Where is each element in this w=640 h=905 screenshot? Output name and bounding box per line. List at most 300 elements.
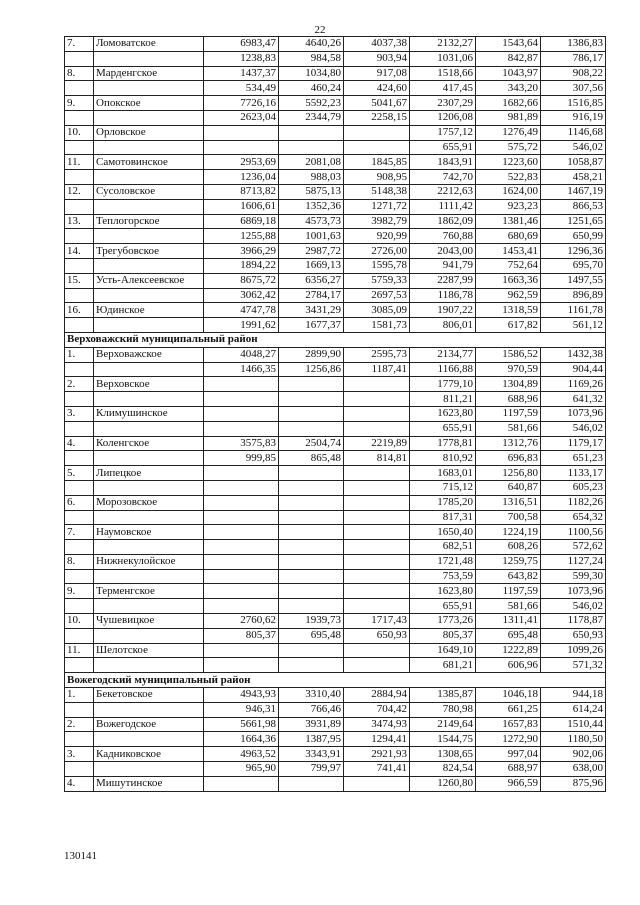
value-cell: 1623,80 <box>410 584 476 599</box>
settlement-row <box>65 495 606 510</box>
value-cell: 1312,76 <box>476 436 541 451</box>
value-cell <box>204 392 279 407</box>
value-cell: 700,58 <box>476 510 541 525</box>
row-number: 13. <box>65 214 94 229</box>
value-cell: 572,62 <box>541 540 606 555</box>
value-cell: 1664,36 <box>204 732 279 747</box>
value-cell: 1100,56 <box>541 525 606 540</box>
value-cell: 655,91 <box>410 421 476 436</box>
row-number <box>65 199 94 214</box>
value-cell: 654,32 <box>541 510 606 525</box>
row-number <box>65 480 94 495</box>
value-cell <box>344 140 410 155</box>
value-cell: 8713,82 <box>204 184 279 199</box>
settlement-subrow <box>65 540 606 555</box>
value-cell <box>279 495 344 510</box>
page-number: 22 <box>314 24 326 36</box>
settlement-subrow <box>65 658 606 673</box>
value-cell: 1133,17 <box>541 466 606 481</box>
row-number <box>65 288 94 303</box>
value-cell: 3310,40 <box>279 688 344 703</box>
value-cell: 1682,66 <box>476 96 541 111</box>
value-cell: 1296,36 <box>541 244 606 259</box>
value-cell <box>279 510 344 525</box>
value-cell: 2726,00 <box>344 244 410 259</box>
value-cell: 1518,66 <box>410 66 476 81</box>
value-cell: 760,88 <box>410 229 476 244</box>
value-cell: 2921,93 <box>344 747 410 762</box>
value-cell <box>344 584 410 599</box>
row-number: 11. <box>65 643 94 658</box>
section-row <box>65 332 606 347</box>
settlement-name: Коленгское <box>94 436 204 451</box>
value-cell <box>204 406 279 421</box>
value-cell: 599,30 <box>541 569 606 584</box>
value-cell <box>344 643 410 658</box>
value-cell: 965,90 <box>204 762 279 777</box>
tariff-table <box>64 36 606 792</box>
settlement-name <box>94 762 204 777</box>
settlement-name <box>94 480 204 495</box>
value-cell <box>279 140 344 155</box>
settlement-name: Вожегодское <box>94 717 204 732</box>
value-cell: 4747,78 <box>204 303 279 318</box>
value-cell: 4048,27 <box>204 347 279 362</box>
value-cell <box>344 776 410 791</box>
settlement-name <box>94 199 204 214</box>
settlement-subrow <box>65 392 606 407</box>
value-cell: 614,24 <box>541 702 606 717</box>
settlement-row <box>65 776 606 791</box>
value-cell <box>204 480 279 495</box>
row-number <box>65 451 94 466</box>
value-cell: 704,42 <box>344 702 410 717</box>
value-cell: 1259,75 <box>476 554 541 569</box>
value-cell: 3931,89 <box>279 717 344 732</box>
row-number: 10. <box>65 614 94 629</box>
value-cell: 651,23 <box>541 451 606 466</box>
value-cell <box>279 599 344 614</box>
value-cell: 1677,37 <box>279 318 344 333</box>
row-number: 3. <box>65 406 94 421</box>
value-cell: 988,03 <box>279 170 344 185</box>
value-cell: 695,70 <box>541 258 606 273</box>
value-cell: 742,70 <box>410 170 476 185</box>
row-number: 11. <box>65 155 94 170</box>
value-cell: 2595,73 <box>344 347 410 362</box>
settlement-row <box>65 717 606 732</box>
value-cell <box>279 406 344 421</box>
settlement-row <box>65 436 606 451</box>
row-number <box>65 702 94 717</box>
value-cell: 650,93 <box>344 628 410 643</box>
settlement-subrow <box>65 170 606 185</box>
settlement-name <box>94 732 204 747</box>
value-cell: 1161,78 <box>541 303 606 318</box>
value-cell: 5148,38 <box>344 184 410 199</box>
footer-code: 130141 <box>64 850 97 862</box>
value-cell <box>279 480 344 495</box>
value-cell: 1650,40 <box>410 525 476 540</box>
value-cell: 1043,97 <box>476 66 541 81</box>
value-cell: 417,45 <box>410 81 476 96</box>
settlement-name <box>94 421 204 436</box>
value-cell: 1178,87 <box>541 614 606 629</box>
value-cell: 424,60 <box>344 81 410 96</box>
value-cell: 817,31 <box>410 510 476 525</box>
table-body <box>65 37 606 792</box>
value-cell: 1623,80 <box>410 406 476 421</box>
settlement-subrow <box>65 628 606 643</box>
settlement-name <box>94 81 204 96</box>
value-cell: 640,87 <box>476 480 541 495</box>
value-cell <box>204 140 279 155</box>
row-number: 14. <box>65 244 94 259</box>
value-cell <box>344 510 410 525</box>
row-number: 1. <box>65 347 94 362</box>
value-cell: 2760,62 <box>204 614 279 629</box>
value-cell: 1595,78 <box>344 258 410 273</box>
settlement-subrow <box>65 318 606 333</box>
settlement-subrow <box>65 421 606 436</box>
value-cell: 786,17 <box>541 51 606 66</box>
value-cell: 688,97 <box>476 762 541 777</box>
settlement-name: Усть-Алексеевское <box>94 273 204 288</box>
settlement-name: Терменгское <box>94 584 204 599</box>
settlement-name: Верховское <box>94 377 204 392</box>
value-cell: 2212,63 <box>410 184 476 199</box>
value-cell: 546,02 <box>541 599 606 614</box>
value-cell <box>204 584 279 599</box>
value-cell: 2287,99 <box>410 273 476 288</box>
value-cell: 3431,29 <box>279 303 344 318</box>
value-cell: 1669,13 <box>279 258 344 273</box>
settlement-subrow <box>65 81 606 96</box>
section-title: Верховажский муниципальный район <box>65 332 606 347</box>
settlement-name <box>94 658 204 673</box>
value-cell: 2134,77 <box>410 347 476 362</box>
row-number <box>65 540 94 555</box>
value-cell: 1073,96 <box>541 406 606 421</box>
row-number: 10. <box>65 125 94 140</box>
settlement-name: Шелотское <box>94 643 204 658</box>
value-cell: 680,69 <box>476 229 541 244</box>
row-number <box>65 732 94 747</box>
settlement-name <box>94 451 204 466</box>
settlement-row <box>65 66 606 81</box>
value-cell: 741,41 <box>344 762 410 777</box>
value-cell: 522,83 <box>476 170 541 185</box>
value-cell: 688,96 <box>476 392 541 407</box>
value-cell: 1260,80 <box>410 776 476 791</box>
value-cell: 1182,26 <box>541 495 606 510</box>
value-cell: 6356,27 <box>279 273 344 288</box>
value-cell: 1606,61 <box>204 199 279 214</box>
row-number: 7. <box>65 525 94 540</box>
settlement-row <box>65 125 606 140</box>
settlement-row <box>65 347 606 362</box>
settlement-subrow <box>65 762 606 777</box>
settlement-row <box>65 525 606 540</box>
row-number <box>65 258 94 273</box>
row-number: 4. <box>65 776 94 791</box>
row-number: 6. <box>65 495 94 510</box>
row-number <box>65 170 94 185</box>
value-cell: 1272,90 <box>476 732 541 747</box>
value-cell: 1386,83 <box>541 37 606 52</box>
value-cell: 3474,93 <box>344 717 410 732</box>
settlement-name: Трегубовское <box>94 244 204 259</box>
value-cell: 1206,08 <box>410 110 476 125</box>
value-cell: 766,46 <box>279 702 344 717</box>
settlement-row <box>65 303 606 318</box>
row-number <box>65 392 94 407</box>
settlement-name <box>94 362 204 377</box>
value-cell: 1586,52 <box>476 347 541 362</box>
value-cell: 1197,59 <box>476 584 541 599</box>
value-cell: 617,82 <box>476 318 541 333</box>
settlement-name <box>94 392 204 407</box>
value-cell: 1186,78 <box>410 288 476 303</box>
value-cell: 1187,41 <box>344 362 410 377</box>
value-cell: 1166,88 <box>410 362 476 377</box>
value-cell: 1223,60 <box>476 155 541 170</box>
settlement-name: Мишутинское <box>94 776 204 791</box>
value-cell: 1663,36 <box>476 273 541 288</box>
value-cell: 546,02 <box>541 421 606 436</box>
value-cell: 1773,26 <box>410 614 476 629</box>
value-cell: 5875,13 <box>279 184 344 199</box>
value-cell <box>279 776 344 791</box>
row-number <box>65 51 94 66</box>
value-cell <box>204 569 279 584</box>
settlement-name: Опокское <box>94 96 204 111</box>
value-cell: 650,99 <box>541 229 606 244</box>
row-number <box>65 628 94 643</box>
row-number: 7. <box>65 37 94 52</box>
row-number: 8. <box>65 66 94 81</box>
value-cell: 799,97 <box>279 762 344 777</box>
value-cell: 458,21 <box>541 170 606 185</box>
value-cell <box>204 776 279 791</box>
value-cell <box>279 525 344 540</box>
value-cell: 824,54 <box>410 762 476 777</box>
row-number: 2. <box>65 377 94 392</box>
value-cell: 970,59 <box>476 362 541 377</box>
row-number: 9. <box>65 584 94 599</box>
value-cell <box>344 540 410 555</box>
value-cell: 1437,37 <box>204 66 279 81</box>
value-cell: 805,37 <box>204 628 279 643</box>
value-cell: 1845,85 <box>344 155 410 170</box>
settlement-row <box>65 96 606 111</box>
value-cell: 1255,88 <box>204 229 279 244</box>
value-cell: 1543,64 <box>476 37 541 52</box>
value-cell: 1894,22 <box>204 258 279 273</box>
settlement-row <box>65 688 606 703</box>
value-cell: 1197,59 <box>476 406 541 421</box>
settlement-subrow <box>65 258 606 273</box>
value-cell: 1497,55 <box>541 273 606 288</box>
value-cell: 811,21 <box>410 392 476 407</box>
row-number <box>65 318 94 333</box>
value-cell: 5592,23 <box>279 96 344 111</box>
section-row <box>65 673 606 688</box>
value-cell: 5041,67 <box>344 96 410 111</box>
settlement-row <box>65 584 606 599</box>
settlement-subrow <box>65 110 606 125</box>
value-cell: 715,12 <box>410 480 476 495</box>
value-cell <box>279 658 344 673</box>
value-cell: 752,64 <box>476 258 541 273</box>
value-cell: 1432,38 <box>541 347 606 362</box>
value-cell: 1453,41 <box>476 244 541 259</box>
value-cell: 1224,19 <box>476 525 541 540</box>
row-number <box>65 599 94 614</box>
value-cell: 534,49 <box>204 81 279 96</box>
value-cell: 695,48 <box>279 628 344 643</box>
value-cell: 1073,96 <box>541 584 606 599</box>
value-cell: 8675,72 <box>204 273 279 288</box>
settlement-row <box>65 466 606 481</box>
value-cell: 3343,91 <box>279 747 344 762</box>
value-cell: 1294,41 <box>344 732 410 747</box>
settlement-name <box>94 540 204 555</box>
settlement-name: Кадниковское <box>94 747 204 762</box>
value-cell: 944,18 <box>541 688 606 703</box>
settlement-subrow <box>65 362 606 377</box>
value-cell: 1169,26 <box>541 377 606 392</box>
settlement-subrow <box>65 510 606 525</box>
row-number <box>65 658 94 673</box>
settlement-name: Липецкое <box>94 466 204 481</box>
value-cell <box>344 599 410 614</box>
value-cell <box>204 510 279 525</box>
value-cell: 1238,83 <box>204 51 279 66</box>
value-cell: 1308,65 <box>410 747 476 762</box>
value-cell: 1318,59 <box>476 303 541 318</box>
settlement-row <box>65 747 606 762</box>
value-cell: 896,89 <box>541 288 606 303</box>
value-cell <box>204 466 279 481</box>
value-cell: 1778,81 <box>410 436 476 451</box>
value-cell: 1034,80 <box>279 66 344 81</box>
value-cell: 1862,09 <box>410 214 476 229</box>
settlement-subrow <box>65 140 606 155</box>
value-cell: 904,44 <box>541 362 606 377</box>
settlement-name: Ломоватское <box>94 37 204 52</box>
value-cell: 1352,36 <box>279 199 344 214</box>
value-cell: 1381,46 <box>476 214 541 229</box>
settlement-name <box>94 599 204 614</box>
value-cell: 7726,16 <box>204 96 279 111</box>
value-cell: 681,21 <box>410 658 476 673</box>
value-cell <box>204 643 279 658</box>
row-number <box>65 510 94 525</box>
value-cell <box>279 540 344 555</box>
value-cell <box>204 525 279 540</box>
value-cell: 3982,79 <box>344 214 410 229</box>
value-cell <box>204 554 279 569</box>
value-cell: 2344,79 <box>279 110 344 125</box>
value-cell <box>204 495 279 510</box>
row-number: 4. <box>65 436 94 451</box>
value-cell: 2307,29 <box>410 96 476 111</box>
value-cell: 661,25 <box>476 702 541 717</box>
settlement-row <box>65 643 606 658</box>
value-cell: 2043,00 <box>410 244 476 259</box>
value-cell: 908,22 <box>541 66 606 81</box>
row-number: 8. <box>65 554 94 569</box>
value-cell: 1236,04 <box>204 170 279 185</box>
value-cell: 1387,95 <box>279 732 344 747</box>
row-number <box>65 81 94 96</box>
value-cell: 605,23 <box>541 480 606 495</box>
value-cell: 806,01 <box>410 318 476 333</box>
value-cell: 1624,00 <box>476 184 541 199</box>
settlement-row <box>65 377 606 392</box>
value-cell: 1721,48 <box>410 554 476 569</box>
value-cell: 1031,06 <box>410 51 476 66</box>
value-cell: 3085,09 <box>344 303 410 318</box>
settlement-subrow <box>65 51 606 66</box>
value-cell: 1179,17 <box>541 436 606 451</box>
value-cell <box>344 480 410 495</box>
value-cell: 1256,86 <box>279 362 344 377</box>
value-cell: 2784,17 <box>279 288 344 303</box>
value-cell <box>279 377 344 392</box>
value-cell <box>279 554 344 569</box>
settlement-name: Верховажское <box>94 347 204 362</box>
value-cell: 4943,93 <box>204 688 279 703</box>
value-cell <box>344 125 410 140</box>
value-cell <box>204 599 279 614</box>
settlement-name: Юдинское <box>94 303 204 318</box>
value-cell: 1180,50 <box>541 732 606 747</box>
value-cell: 4640,26 <box>279 37 344 52</box>
settlement-name <box>94 140 204 155</box>
settlement-name <box>94 510 204 525</box>
value-cell: 1304,89 <box>476 377 541 392</box>
row-number: 9. <box>65 96 94 111</box>
value-cell: 810,92 <box>410 451 476 466</box>
value-cell: 981,89 <box>476 110 541 125</box>
settlement-subrow <box>65 599 606 614</box>
row-number <box>65 140 94 155</box>
row-number: 1. <box>65 688 94 703</box>
value-cell <box>279 569 344 584</box>
settlement-subrow <box>65 569 606 584</box>
value-cell: 546,02 <box>541 140 606 155</box>
value-cell: 4037,38 <box>344 37 410 52</box>
settlement-subrow <box>65 199 606 214</box>
value-cell <box>344 525 410 540</box>
value-cell: 920,99 <box>344 229 410 244</box>
value-cell: 1256,80 <box>476 466 541 481</box>
value-cell: 1581,73 <box>344 318 410 333</box>
row-number <box>65 569 94 584</box>
value-cell: 4573,73 <box>279 214 344 229</box>
value-cell: 695,48 <box>476 628 541 643</box>
row-number: 2. <box>65 717 94 732</box>
value-cell: 984,58 <box>279 51 344 66</box>
value-cell: 1649,10 <box>410 643 476 658</box>
value-cell: 917,08 <box>344 66 410 81</box>
value-cell: 2219,89 <box>344 436 410 451</box>
settlement-subrow <box>65 288 606 303</box>
value-cell: 1046,18 <box>476 688 541 703</box>
value-cell: 875,96 <box>541 776 606 791</box>
